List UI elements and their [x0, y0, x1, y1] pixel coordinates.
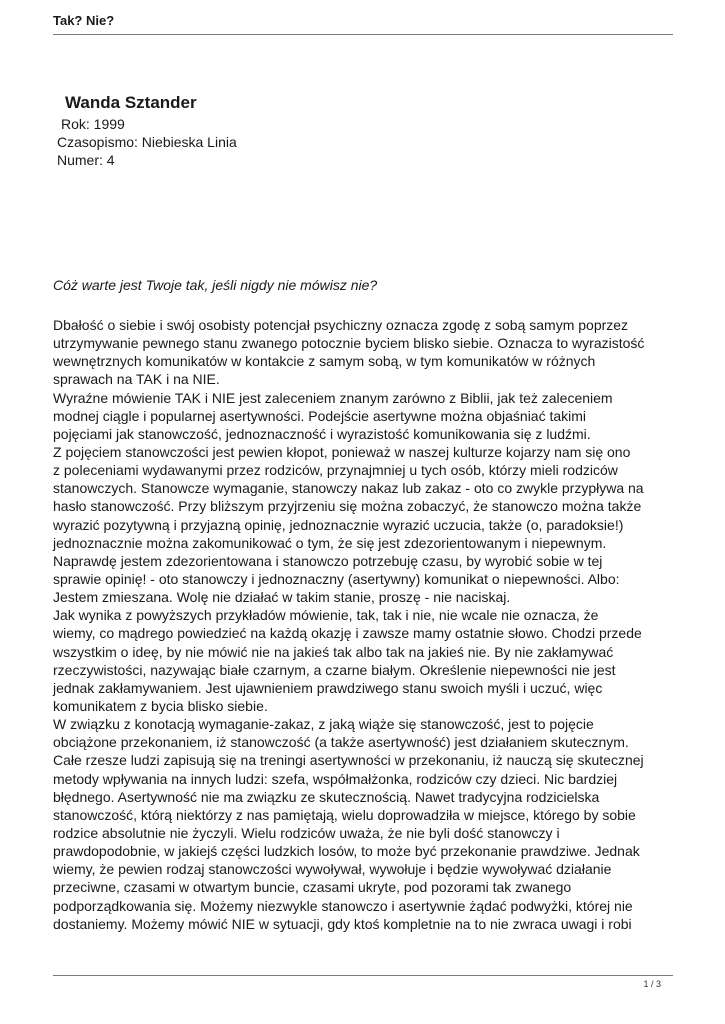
body-line: hasło stanowczość. Przy bliższym przyjrzeniu się można zobaczyć, że stanowczo można także — [53, 498, 642, 515]
body-line: stanowczych. Stanowcze wymaganie, stanowczy nakaz lub zakaz - oto co zwykle przypływa na — [53, 480, 644, 497]
body-line: Dbałość o siebie i swój osobisty potencjał psychiczny oznacza zgodę z sobą samym poprzez — [53, 317, 629, 333]
body-line: metody wpływania na innych ludzi: szefa, współmałżonka, rodziców czy dzieci. Nic bardziej — [53, 770, 618, 787]
body-line: rodzice absolutnie nie życzyli. Wielu rodziców uważa, że nie byli dość stanowczy i — [53, 824, 560, 841]
body-line: przeciwne, czasami w otwartym buncie, czasami ukryte, pod pozorami tak zwanego — [53, 879, 572, 896]
issue-number: Numer: 4 — [57, 152, 115, 168]
body-line: modnej ciągle i popularnej asertywności. Podejście asertywne można objaśniać takimi — [53, 407, 587, 424]
article-body — [53, 316, 673, 933]
body-line: utrzymywanie pewnego stanu zwanego potocznie byciem blisko siebie. Oznacza to wyrazistość — [53, 335, 645, 352]
page-number: 1 / 3 — [643, 979, 661, 989]
body-line: dostaniemy. Możemy mówić NIE w sytuacji, gdy ktoś kompletnie na to nie zwraca uwagi i robi — [53, 915, 632, 932]
body-line: prawdopodobnie, w jakiejś części ludzkich losów, to może być przekonanie prawdziwe. Jednak — [53, 843, 640, 860]
body-line: jednoznacznie można zakomunikować o tym, że się jest zdezorientowanym i niepewnym. — [53, 534, 607, 551]
body-line: komunikatem z bycia blisko siebie. — [53, 697, 268, 714]
footer-divider — [53, 975, 673, 976]
magazine-name: Czasopismo: Niebieska Linia — [57, 134, 237, 150]
body-line: Całe rzesze ludzi zapisują się na treningi asertywności w przekonaniu, iż nauczą się skutecznej — [53, 752, 644, 769]
body-line: wszystkim o ideę, by nie mówić nie na jakieś tak albo tak na jakieś nie. By nie zakłamywać — [53, 643, 614, 660]
body-line: W związku z konotacją wymaganie-zakaz, z jaką wiąże się stanowczość, jest to pojęcie — [53, 716, 594, 733]
body-line: rzeczywistości, nazywając białe czarnym, a czarne białym. Określenie niepewności nie jest — [53, 661, 616, 678]
publication-year: Rok: 1999 — [61, 116, 125, 132]
body-line: stanowczość, którą niektórzy z nas pamiętają, wielu doprowadziła w miejsce, którego by sobie — [53, 806, 636, 823]
body-line: wyrazić pozytywną i przyjazną opinię, jednoznacznie wyrazić uczucia, także (o, paradoksie!) — [53, 516, 624, 533]
article-lead: Cóż warte jest Twoje tak, jeśli nigdy nie mówisz nie? — [53, 277, 378, 293]
body-line: Z pojęciem stanowczości jest pewien kłopot, ponieważ w naszej kulturze kojarzy nam się ono — [53, 443, 631, 460]
author-name: Wanda Sztander — [65, 93, 197, 112]
body-line: obciążone przekonaniem, iż stanowczość (a także asertywność) jest działaniem skutecznym. — [53, 734, 629, 751]
body-line: wiemy, że pewien rodzaj stanowczości wywoływał, wywołuje i będzie wywoływać działanie — [53, 861, 612, 878]
body-line: jednak zakłamywaniem. Jest ujawnieniem prawdziwego stanu swoich myśli i uczuć, więc — [53, 679, 603, 696]
body-line: Wyraźne mówienie TAK i NIE jest zaleceniem znanym zarówno z Biblii, jak też zaleceniem — [53, 389, 613, 406]
body-line: błędnego. Asertywność nie ma związku ze skutecznością. Nawet tradycyjna rodzicielska — [53, 788, 600, 805]
body-line: Jak wynika z powyższych przykładów mówienie, tak, tak i nie, nie wcale nie oznacza, że — [53, 607, 599, 624]
header-divider — [53, 34, 673, 35]
body-line: z poleceniami wydawanymi przez rodziców, przynajmniej u tych osób, którzy mieli rodziców — [53, 462, 618, 479]
body-line: sprawach na TAK i na NIE. — [53, 371, 220, 388]
body-line: Naprawdę jestem zdezorientowana i stanowczo potrzebuję czasu, by wyrobić sobie w tej — [53, 552, 603, 569]
body-line: pojęciami jak stanowczość, jednoznaczność i wyrazistość komunikowania się z ludźmi. — [53, 425, 591, 442]
body-line: wiemy, co mądrego powiedzieć na każdą okazję i zawsze mamy ostatnie słowo. Chodzi przede — [53, 625, 642, 642]
body-line: sprawie opinię! - oto stanowczy i jednoznaczny (asertywny) komunikat o niepewności. Albo: — [53, 570, 620, 587]
body-line: wewnętrznych komunikatów w kontakcie z samym sobą, w tym komunikatów w różnych — [53, 353, 596, 370]
running-header-title: Tak? Nie? — [53, 13, 115, 28]
body-line: podporządkowania się. Możemy niezwykle stanowczo i asertywnie żądać podwyżki, której nie — [53, 897, 633, 914]
body-line: Jestem zmieszana. Wolę nie działać w takim stanie, proszę - nie naciskaj. — [53, 589, 511, 606]
